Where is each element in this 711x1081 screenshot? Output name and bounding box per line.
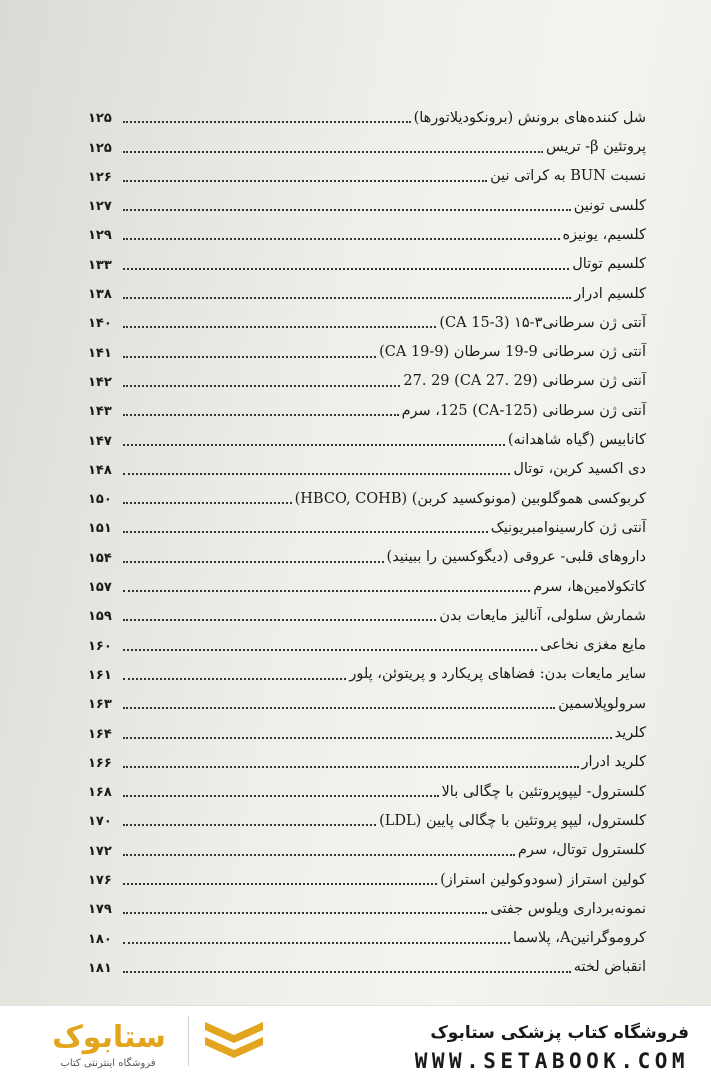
toc-entry-page-number: ۱۸۰ (88, 931, 112, 947)
toc-entry (88, 451, 646, 480)
toc-entry (88, 363, 646, 392)
toc-dot-leader (123, 649, 537, 651)
toc-entry (88, 773, 646, 802)
toc-entry-page-number: ۱۷۶ (88, 873, 112, 889)
toc-entry (88, 685, 646, 714)
toc-dot-leader (123, 180, 487, 182)
toc-entry-page-number: ۱۴۸ (88, 462, 112, 478)
toc-entry-title: دی اکسید کربن، توتال (513, 461, 646, 478)
toc-entry-page-number: ۱۳۸ (88, 287, 112, 303)
toc-dot-leader (123, 766, 579, 768)
toc-dot-leader (123, 209, 571, 211)
toc-dot-leader (123, 297, 571, 299)
toc-entry (88, 128, 646, 157)
toc-entry-title: انقباض لخته (573, 959, 646, 976)
setabook-chevron-logo-icon (199, 1018, 269, 1062)
toc-dot-leader (123, 502, 292, 504)
toc-dot-leader (123, 971, 571, 973)
toc-entry-page-number: ۱۴۱ (88, 345, 112, 361)
toc-entry-page-number: ۱۸۱ (88, 960, 112, 976)
toc-entry (88, 392, 646, 421)
toc-dot-leader (123, 531, 488, 533)
toc-entry-title: آنتی ژن سرطانی (CA 27. 29) 27. 29 (403, 373, 646, 390)
toc-entry-page-number: ۱۷۹ (88, 902, 112, 918)
toc-entry (88, 216, 646, 245)
toc-entry (88, 949, 646, 978)
toc-dot-leader (123, 590, 530, 592)
toc-entry-title: کروموگرانینA، پلاسما (513, 930, 646, 947)
toc-entry-page-number: ۱۶۶ (88, 755, 112, 771)
toc-entry (88, 480, 646, 509)
toc-entry-page-number: ۱۷۲ (88, 843, 112, 859)
toc-entry-page-number: ۱۶۸ (88, 785, 112, 801)
toc-entry-page-number: ۱۵۰ (88, 492, 112, 508)
logo-tagline: فروشگاه اینترنتی کتاب (60, 1058, 156, 1069)
store-website[interactable]: WWW.SETABOOK.COM (414, 1049, 689, 1073)
toc-dot-leader (123, 473, 510, 475)
toc-entry-page-number: ۱۶۴ (88, 726, 112, 742)
toc-entry (88, 656, 646, 685)
toc-entry (88, 890, 646, 919)
toc-entry-title: داروهای قلبی- عروقی (دیگوکسین را ببینید) (386, 549, 646, 566)
toc-entry-title: کولین استراز (سودوکولین استراز) (440, 871, 646, 888)
toc-entry-page-number: ۱۲۶ (88, 169, 112, 185)
toc-entry-title: کلرید (614, 725, 646, 742)
toc-entry-title: کلسترول- لیپوپروتئین با چگالی بالا (441, 783, 646, 800)
toc-entry-title: آنتی ژن سرطانی (CA-125) 125، سرم (401, 402, 646, 419)
toc-dot-leader (123, 854, 515, 856)
toc-entry-page-number: ۱۲۵ (88, 111, 112, 127)
toc-entry (88, 597, 646, 626)
toc-entry-title: کربوکسی هموگلوبین (مونوکسید کربن) (HBCO, COHB) (294, 490, 646, 507)
toc-entry-title: کلسترول توتال، سرم (517, 842, 646, 859)
toc-entry (88, 626, 646, 655)
toc-entry-title: سرولوپلاسمین (558, 695, 646, 712)
toc-entry-page-number: ۱۵۷ (88, 580, 112, 596)
toc-dot-leader (123, 151, 543, 153)
toc-entry-title: کلسیم توتال (572, 256, 646, 273)
toc-entry-title: نسبت BUN به کراتی نین (490, 168, 646, 185)
toc-entry-page-number: ۱۶۰ (88, 638, 112, 654)
toc-entry-title: کلسترول، لیپو پروتئین با چگالی پایین (LDL) (379, 812, 646, 829)
toc-entry-title: کاتکولامین‌ها، سرم (533, 578, 646, 595)
toc-entry (88, 245, 646, 274)
toc-dot-leader (123, 824, 376, 826)
toc-entry (88, 509, 646, 538)
toc-dot-leader (123, 444, 505, 446)
toc-entry (88, 538, 646, 567)
toc-entry-title: آنتی ژن سرطانی۳-۱۵ (CA 15-3) (439, 314, 646, 331)
toc-entry-title: کانابیس (گیاه شاهدانه) (507, 432, 646, 449)
toc-dot-leader (123, 414, 399, 416)
toc-entry (88, 275, 646, 304)
toc-entry (88, 744, 646, 773)
toc-entry (88, 304, 646, 333)
toc-entry-title: کلسیم ادرار (574, 285, 646, 302)
toc-entry-page-number: ۱۷۰ (88, 814, 112, 830)
setabook-wordmark-logo (34, 1013, 184, 1057)
toc-entry-page-number: ۱۵۱ (88, 521, 112, 537)
toc-dot-leader (123, 326, 436, 328)
toc-entry-page-number: ۱۴۲ (88, 374, 112, 390)
toc-entry-title: کلسی تونین (573, 197, 646, 214)
toc-dot-leader (123, 268, 569, 270)
toc-entry-page-number: ۱۲۵ (88, 140, 112, 156)
toc-entry-page-number: ۱۵۴ (88, 550, 112, 566)
toc-entry-title: کلرید ادرار (581, 754, 646, 771)
toc-dot-leader (123, 795, 439, 797)
toc-dot-leader (123, 356, 376, 358)
toc-entry (88, 802, 646, 831)
toc-entry-page-number: ۱۲۷ (88, 199, 112, 215)
toc-entry (88, 568, 646, 597)
table-of-contents (88, 99, 646, 978)
toc-entry-page-number: ۱۵۹ (88, 609, 112, 625)
toc-entry-title: سایر مایعات بدن: فضاهای پریکارد و پریتوئن، پلور (349, 666, 646, 683)
toc-dot-leader (123, 883, 437, 885)
toc-entry (88, 919, 646, 948)
toc-dot-leader (123, 561, 384, 563)
logo-divider (188, 1016, 189, 1066)
toc-entry (88, 714, 646, 743)
toc-entry-page-number: ۱۶۱ (88, 667, 112, 683)
toc-entry-page-number: ۱۴۰ (88, 316, 112, 332)
toc-entry-page-number: ۱۴۷ (88, 433, 112, 449)
toc-entry-page-number: ۱۴۳ (88, 404, 112, 420)
toc-dot-leader (123, 678, 346, 680)
toc-entry-title: مایع مغزی نخاعی (540, 637, 646, 654)
toc-entry-title: کلسیم، یونیزه (562, 226, 646, 243)
toc-entry (88, 187, 646, 216)
toc-dot-leader (123, 619, 436, 621)
toc-dot-leader (123, 737, 612, 739)
toc-entry (88, 421, 646, 450)
toc-entry-page-number: ۱۳۳ (88, 257, 112, 273)
toc-dot-leader (123, 942, 510, 944)
toc-entry-title: شل کننده‌های برونش (برونکودیلاتورها) (413, 109, 646, 126)
toc-entry (88, 861, 646, 890)
toc-entry-page-number: ۱۶۳ (88, 697, 112, 713)
svg-text:ستابوک: ستابوک (52, 1020, 166, 1055)
toc-dot-leader (123, 238, 560, 240)
toc-entry (88, 333, 646, 362)
toc-entry (88, 158, 646, 187)
toc-dot-leader (123, 912, 487, 914)
toc-entry-title: آنتی ژن کارسینوامبریونیک (490, 519, 646, 536)
toc-entry (88, 831, 646, 860)
store-name: فروشگاه کتاب پزشکی ستابوک (430, 1023, 689, 1043)
toc-entry-title: پروتئین β- تریس (546, 139, 646, 156)
toc-entry-title: آنتی ژن سرطانی 9-19 سرطان (CA 19-9) (379, 344, 646, 361)
toc-entry-title: شمارش سلولی، آنالیز مایعات بدن (439, 607, 646, 624)
toc-entry-title: نمونه‌برداری ویلوس جفتی (490, 900, 646, 917)
toc-entry-page-number: ۱۲۹ (88, 228, 112, 244)
toc-entry (88, 99, 646, 128)
toc-dot-leader (123, 385, 400, 387)
toc-dot-leader (123, 121, 411, 123)
toc-dot-leader (123, 707, 555, 709)
